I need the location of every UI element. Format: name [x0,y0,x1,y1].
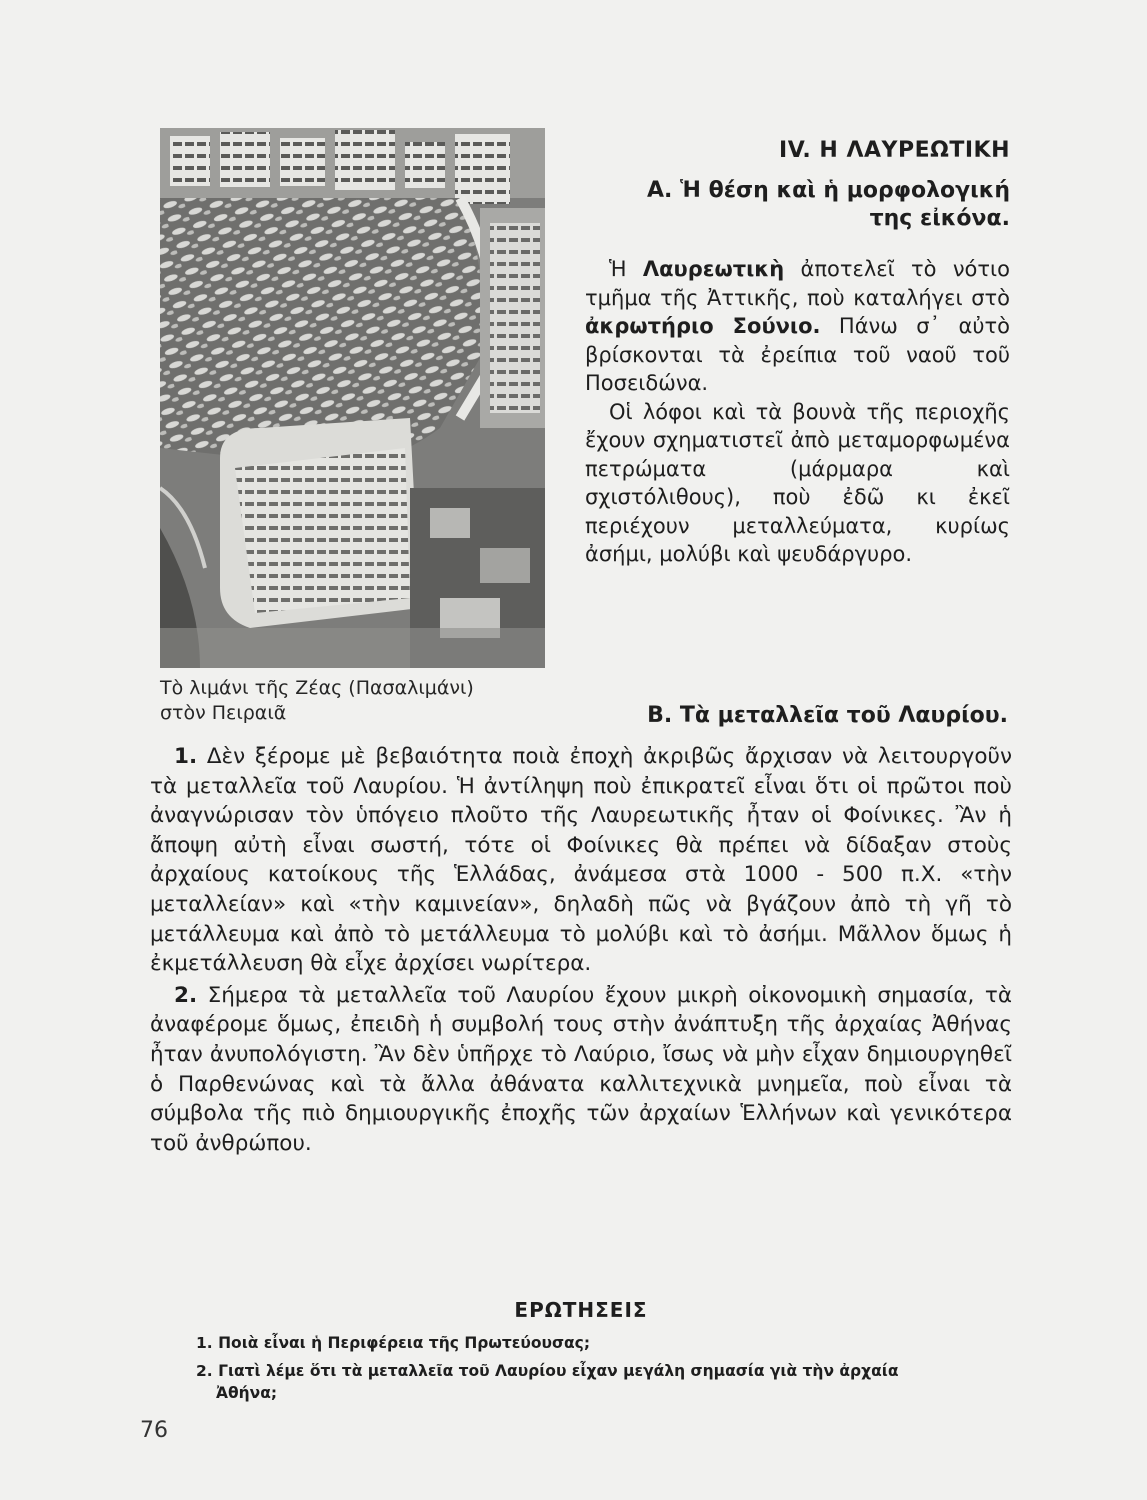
paragraph-2-text: Σήμερα τὰ μεταλλεῖα τοῦ Λαυρίου ἔχουν μικρὴ οἰκονομικὴ σημασία, τὰ ἀναφέρομε ὅμως, ἐπειδὴ ἡ συμβολή τους στὴν ἀνάπτυξη τῆς ἀρχαίας Ἀθήνας ἦταν ἀνυπολόγιστη. Ἂν δὲν ὑπῆρχε τὸ Λαύριο, ἴσως νὰ μὴν εἶχαν δημιουργηθεῖ ὁ Παρθενώνας καὶ τὰ ἄλλα ἀθάνατα καλλιτεχνικὰ μνημεῖα, ποὺ εἶναι τὰ σύμβολα τῆς πιὸ δημιουργικῆς ἐποχῆς τῶν ἀρχαίων Ἑλλήνων καὶ γενικότερα τοῦ ἀνθρώπου. [150,982,1012,1156]
photo-caption [160,676,580,726]
p1-mid: ἀποτελεῖ τὸ νότιο τμῆμα τῆς Ἀττικῆς, ποὺ καταλήγει στὸ [585,257,1010,310]
paragraph-1-text: Δὲν ξέρομε μὲ βεβαιότητα ποιὰ ἐποχὴ ἀκριβῶς ἄρχισαν νὰ λειτουργοῦν τὰ μεταλλεῖα τοῦ Λαυρίου. Ἡ ἀντίληψη ποὺ ἐπικρατεῖ εἶναι ὅτι οἱ πρῶτοι ποὺ ἀναγνώρισαν τὸν ὑπόγειο πλοῦτο τῆς Λαυρεωτικῆς ἦταν οἱ Φοίνικες. Ἂν ἡ ἄποψη αὐτὴ εἶναι σωστή, τότε οἱ Φοίνικες θὰ πρέπει νὰ δίδαξαν στοὺς ἀρχαίους κατοίκους τῆς Ἑλλάδας, ἀνάμεσα στὰ 1000 - 500 π.Χ. «τὴν μεταλλείαν» καὶ «τὴν καμινείαν», δηλαδὴ πῶς νὰ βγάζουν ἀπὸ τὴ γῆ τὸ μετάλλευμα καὶ ἀπὸ τὸ μετάλλευμα τὸ μολύβι καὶ τὸ ἀσήμι. Μᾶλλον ὅμως ἡ ἐκμετάλλευση θὰ εἶχε ἀρχίσει νωρίτερα. [150,744,1012,977]
section-a-title-line-2: της εἰκόνα. [869,206,1010,231]
question-2 [196,1360,996,1404]
questions-list [196,1332,996,1410]
questions-title: ΕΡΩΤΗΣΕΙΣ [514,1298,648,1322]
caption-line-2: στὸν Πειραιᾶ [160,702,287,724]
p1-pre: Ἡ [609,257,643,281]
section-a-paragraph-1 [585,255,1010,398]
page-number: 76 [140,1418,168,1443]
section-b-body [150,742,1012,1158]
question-2-line-2: Ἀθήνα; [216,1384,278,1402]
harbor-photo [160,128,545,668]
section-b-paragraph-2 [150,981,1012,1159]
term-lavreotiki: Λαυρεωτικὴ [642,257,785,281]
paragraph-number-1: 1. [174,744,198,769]
chapter-title: IV. Η ΛΑΥΡΕΩΤΙΚΗ [779,138,1010,163]
section-b-paragraph-1 [150,742,1012,979]
caption-line-1: Τὸ λιμάνι τῆς Ζέας (Πασαλιμάνι) [160,677,474,699]
section-a-title-line-1: Α. Ἡ θέση καὶ ἡ μορφολογική [647,178,1010,203]
section-b-title: Β. Τὰ μεταλλεῖα τοῦ Λαυρίου. [647,703,1008,728]
section-a-paragraph-2: Οἱ λόφοι καὶ τὰ βουνὰ τῆς περιοχῆς ἔχουν σχηματιστεῖ ἀπὸ μεταμορφωμένα πετρώματα (μάρμαρα καὶ σχιστόλιθους), ποὺ ἐδῶ κι ἐκεῖ περιέχουν μεταλλεύματα, κυρίως ἀσήμι, μολύβι καὶ ψευδάργυρο. [585,399,1010,566]
right-column [585,138,1010,569]
harbor-aerial-image [160,128,545,668]
section-a-title [585,177,1010,233]
question-1: 1. Ποιὰ εἶναι ἡ Περιφέρεια τῆς Πρωτεύουσας; [196,1334,591,1352]
term-sounio: ἀκρωτήριο Σούνιο. [585,314,821,338]
question-2-line-1: 2. Γιατὶ λέμε ὅτι τὰ μεταλλεῖα τοῦ Λαυρίου εἶχαν μεγάλη σημασία γιὰ τὴν ἀρχαία [196,1362,899,1380]
paragraph-number-2: 2. [174,982,198,1008]
p1-post: Πάνω σ᾽ αὐτὸ βρίσκονται τὰ ἐρείπια τοῦ ναοῦ τοῦ Ποσειδώνα. [585,314,1010,395]
